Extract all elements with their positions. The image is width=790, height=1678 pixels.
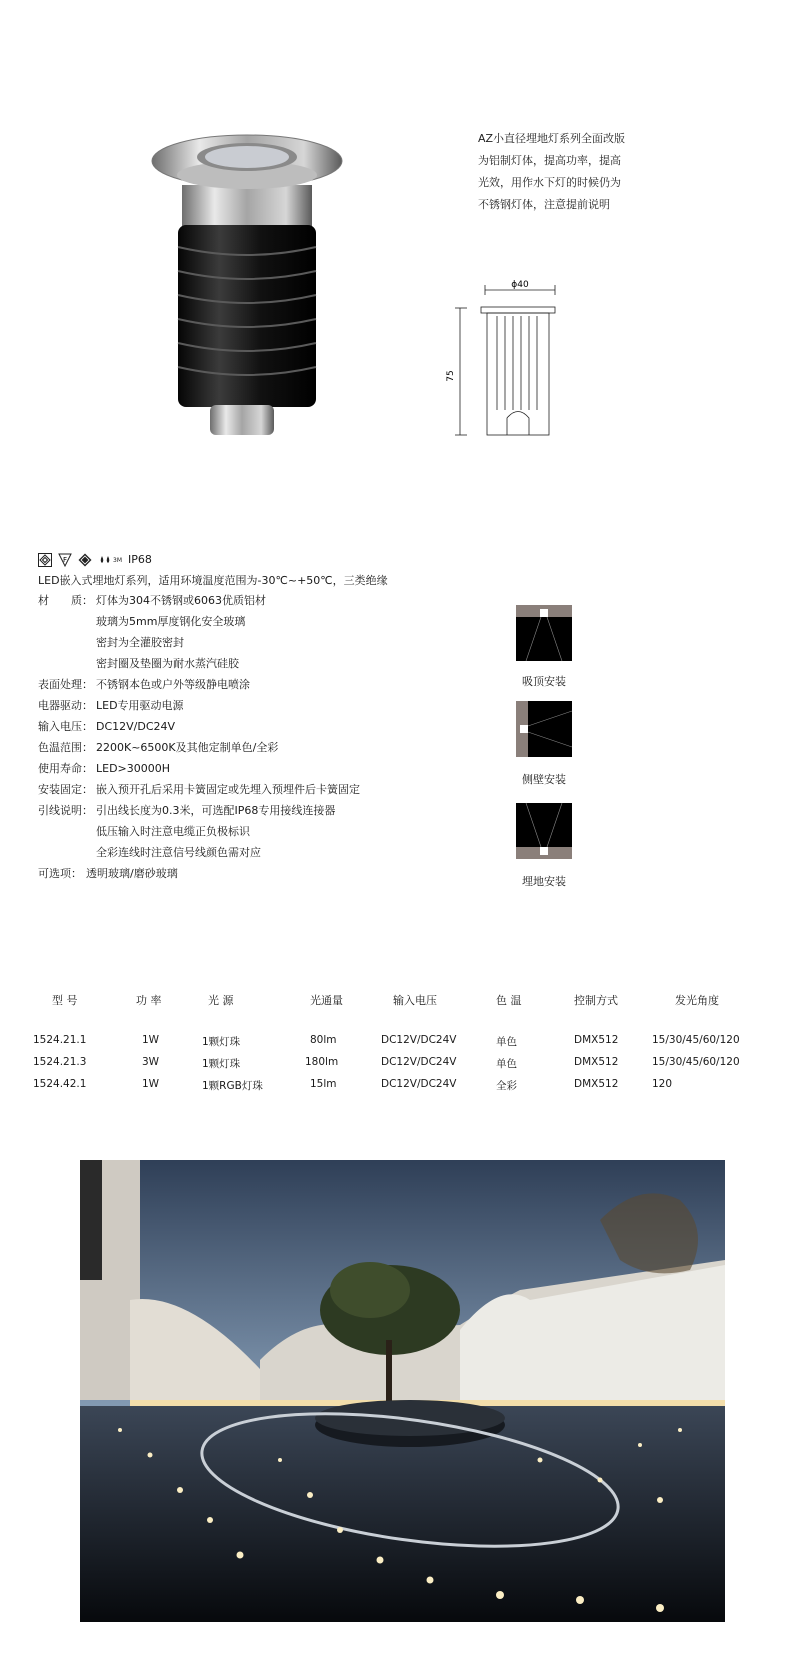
description-line: 为铝制灯体，提高功率，提高 [478, 154, 621, 167]
dust-tight-icon [78, 553, 92, 567]
table-header: 功 率 [136, 994, 162, 1007]
f-mark-icon [58, 553, 72, 567]
table-cell: 15/30/45/60/120 [652, 1034, 740, 1046]
spec-value: 引出线长度为0.3米，可选配IP68专用接线连接器 [96, 804, 336, 817]
table-cell: 全彩 [496, 1080, 517, 1092]
spec-value: 密封为全灌胶密封 [96, 636, 184, 649]
spec-life [38, 759, 170, 779]
diameter-label: ϕ40 [511, 280, 529, 290]
water-drops-icon [98, 553, 112, 567]
spec-value: LED>30000H [96, 762, 171, 775]
spec-value: 密封圈及垫圈为耐水蒸汽硅胶 [96, 657, 239, 670]
spec-value: 低压输入时注意电缆正负极标识 [96, 825, 250, 838]
table-header: 光通量 [310, 994, 343, 1007]
height-label: 75 [446, 370, 456, 382]
description-line: 光效，用作水下灯的时候仍为 [478, 176, 621, 189]
wall-mount-diagram [516, 701, 572, 757]
description-line: 不锈钢灯体，注意提前说明 [478, 198, 610, 211]
table-cell: 3W [142, 1056, 160, 1068]
spec-value: DC12V/DC24V [96, 720, 176, 733]
table-header: 光 源 [208, 994, 234, 1007]
spec-label: 表面处理： [38, 678, 93, 691]
table-cell: DMX512 [574, 1034, 619, 1046]
table-header: 输入电压 [393, 994, 437, 1007]
class-iii-icon [38, 553, 52, 567]
mount-label: 侧壁安装 [522, 773, 566, 786]
ceiling-mount-diagram [516, 605, 572, 661]
table-cell: 80lm [310, 1034, 337, 1046]
product-description [478, 128, 648, 216]
spec-material [38, 591, 266, 611]
table-header: 型 号 [52, 994, 78, 1007]
spec-value: 灯体为304不锈钢或6063优质铝材 [96, 594, 266, 607]
spec-label: 可选项： [38, 867, 82, 880]
spec-install [38, 780, 360, 800]
spec-option [38, 864, 178, 884]
table-cell: 1颗灯珠 [202, 1058, 241, 1070]
spec-value: LED专用驱动电源 [96, 699, 184, 712]
spec-value: 玻璃为5mm厚度钢化安全玻璃 [96, 615, 246, 628]
dimension-drawing [446, 280, 585, 455]
table-cell: DC12V/DC24V [381, 1056, 457, 1068]
svg-text:F: F [63, 556, 68, 564]
description-line: AZ小直径埋地灯系列全面改版 [478, 132, 626, 145]
spec-label: 使用寿命： [38, 762, 93, 775]
table-cell: 180lm [305, 1056, 339, 1068]
intro-text: LED嵌入式埋地灯系列，适用环境温度范围为-30℃~+50℃，三类绝缘 [38, 574, 388, 587]
table-cell: 1524.21.1 [33, 1034, 87, 1046]
spec-cct [38, 738, 278, 758]
spec-label: 输入电压： [38, 720, 93, 733]
mount-label: 埋地安装 [522, 875, 566, 888]
table-cell: DC12V/DC24V [381, 1034, 457, 1046]
table-cell: 单色 [496, 1036, 517, 1048]
spec-lead [38, 801, 335, 821]
spec-label: 材 质： [38, 594, 93, 607]
ip-rating: IP68 [128, 553, 152, 566]
table-header: 发光角度 [675, 994, 719, 1007]
spec-value: 2200K~6500K及其他定制单色/全彩 [96, 741, 279, 754]
spec-surface [38, 675, 250, 695]
spec-value: 不锈钢本色或户外等级静电喷涂 [96, 678, 250, 691]
spec-label: 色温范围： [38, 741, 93, 754]
table-cell: 1W [142, 1034, 160, 1046]
table-cell: 1W [142, 1078, 160, 1090]
table-cell: DMX512 [574, 1056, 619, 1068]
table-cell: 120 [652, 1078, 673, 1090]
product-photo [150, 135, 360, 475]
table-cell: 1524.42.1 [33, 1078, 87, 1090]
spec-driver [38, 696, 184, 716]
spec-value: 透明玻璃/磨砂玻璃 [86, 867, 178, 880]
spec-label: 电器驱动： [38, 699, 93, 712]
spec-value: 嵌入预开孔后采用卡簧固定或先埋入预埋件后卡簧固定 [96, 783, 360, 796]
table-cell: DMX512 [574, 1078, 619, 1090]
table-cell: 1颗RGB灯珠 [202, 1080, 263, 1092]
table-cell: 1颗灯珠 [202, 1036, 241, 1048]
table-cell: 单色 [496, 1058, 517, 1070]
ground-mount-diagram [516, 803, 572, 859]
table-cell: 1524.21.3 [33, 1056, 87, 1068]
spec-value: 全彩连线时注意信号线颜色需对应 [96, 846, 261, 859]
application-photo [80, 1160, 725, 1622]
table-cell: 15/30/45/60/120 [652, 1056, 740, 1068]
spec-label: 引线说明： [38, 804, 93, 817]
mount-label: 吸顶安装 [522, 675, 566, 688]
depth-label: 3M [113, 557, 122, 564]
table-cell: DC12V/DC24V [381, 1078, 457, 1090]
spec-voltage [38, 717, 175, 737]
table-header: 控制方式 [574, 994, 618, 1007]
spec-label: 安装固定： [38, 783, 93, 796]
table-header: 色 温 [496, 994, 522, 1007]
table-cell: 15lm [310, 1078, 337, 1090]
